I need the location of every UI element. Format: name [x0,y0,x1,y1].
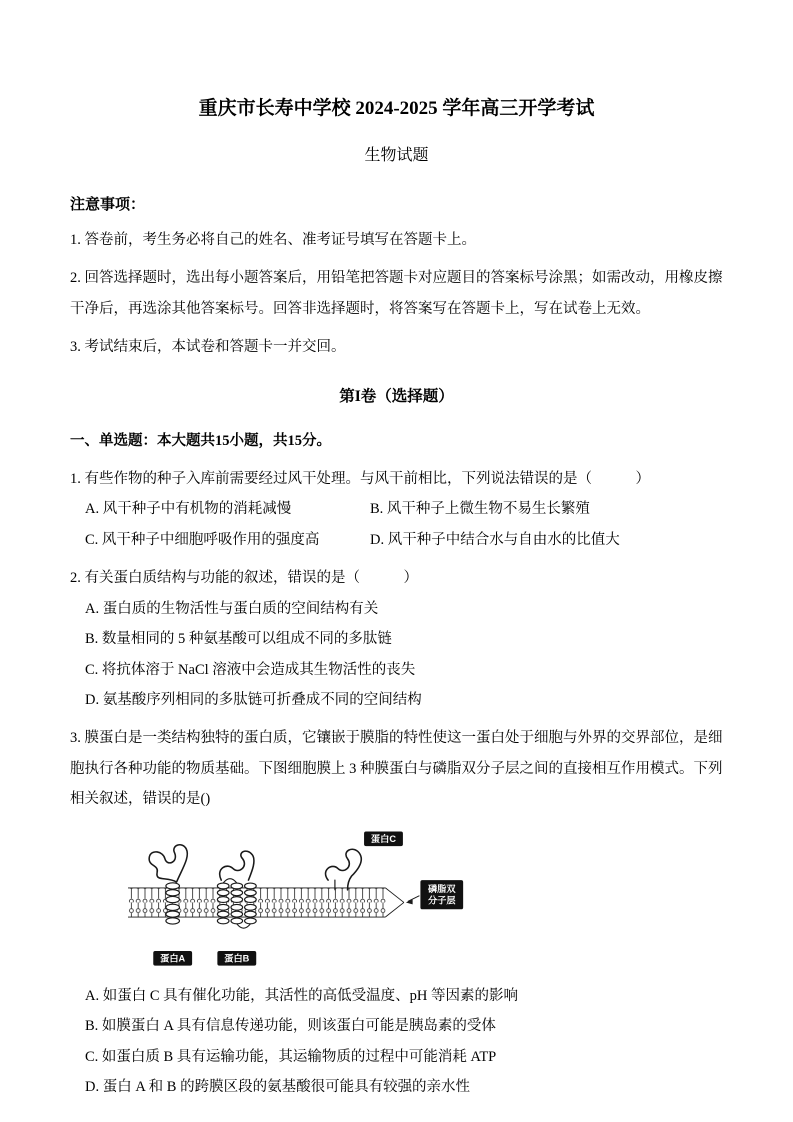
exam-title: 重庆市长寿中学校 2024-2025 学年高三开学考试 [198,98,595,119]
question-2-option-c: C. 将抗体溶于 NaCl 溶液中会造成其生物活性的丧失 [85,661,416,678]
notice-item-1: 1. 答卷前，考生务必将自己的姓名、准考证号填写在答题卡上。 [70,231,476,248]
membrane-figure [128,825,723,977]
notice-heading: 注意事项： [70,196,146,213]
protein-b-label [217,951,256,966]
question-2-option-d: D. 氨基酸序列相同的多肽链可折叠成不同的空间结构 [85,692,422,709]
question-2-option-a: A. 蛋白质的生物活性与蛋白质的空间结构有关 [85,600,379,617]
question-1-option-c: C. 风干种子中细胞呼吸作用的强度高 [85,531,320,548]
question-1-option-b: B. 风干种子上微生物不易生长繁殖 [370,501,590,518]
part-title: 第I卷（选择题） [339,387,454,405]
question-1-options [85,494,723,555]
question-2 [70,563,723,715]
svg-text:蛋白C: 蛋白C [370,834,397,845]
exam-subtitle: 生物试题 [364,146,429,164]
svg-text:分子层: 分子层 [427,895,456,906]
svg-text:蛋白B: 蛋白B [224,953,250,964]
question-3 [70,723,723,1102]
question-1-stem: 1. 有些作物的种子入库前需要经过风干处理。与风干前相比，下列说法错误的是（ ） [70,470,650,487]
question-3-option-d: D. 蛋白 A 和 B 的跨膜区段的氨基酸很可能具有较强的亲水性 [85,1079,471,1096]
question-1-option-d: D. 风干种子中结合水与自由水的比值大 [370,531,620,548]
protein-b [217,851,256,928]
svg-text:磷脂双: 磷脂双 [427,883,456,894]
question-3-option-c: C. 如蛋白质 B 具有运输功能，其运输物质的过程中可能消耗 ATP [85,1048,497,1065]
protein-a-label [153,951,192,966]
protein-c [326,849,362,890]
question-1-option-a: A. 风干种子中有机物的消耗减慢 [85,501,292,518]
question-1 [70,464,723,555]
notice-section [70,193,723,363]
question-2-stem: 2. 有关蛋白质结构与功能的叙述，错误的是（ ） [70,570,418,587]
question-3-options [85,981,723,1103]
question-3-stem: 3. 膜蛋白是一类结构独特的蛋白质，它镶嵌于膜脂的特性使这一蛋白处于细胞与外界的交界部位，是细胞执行各种功能的物质基础。下图细胞膜上 3 种膜蛋白与磷脂双分子层之间的直接相互作用模式。下列相关叙述，错误的是() [70,730,723,808]
question-2-option-b: B. 数量相同的 5 种氨基酸可以组成不同的多肽链 [85,631,392,648]
question-3-option-b: B. 如膜蛋白 A 具有信息传递功能，则该蛋白可能是胰岛素的受体 [85,1018,496,1035]
svg-text:蛋白A: 蛋白A [160,953,186,964]
bilayer-label [406,880,463,909]
notice-item-2: 2. 回答选择题时，选出每小题答案后，用铅笔把答题卡对应题目的答案标号涂黑；如需改动，用橡皮擦干净后，再选涂其他答案标号。回答非选择题时，将答案写在答题卡上，写在试卷上无效。 [70,270,723,317]
protein-c-label [364,831,403,846]
notice-item-3: 3. 考试结束后，本试卷和答题卡一并交回。 [70,339,346,356]
subsection-title: 一、单选题：本大题共15小题，共15分。 [70,432,331,449]
question-2-options [85,594,723,716]
membrane-figure-svg [128,825,468,977]
question-3-option-a: A. 如蛋白 C 具有催化功能，其活性的高低受温度、pH 等因素的影响 [85,987,518,1004]
